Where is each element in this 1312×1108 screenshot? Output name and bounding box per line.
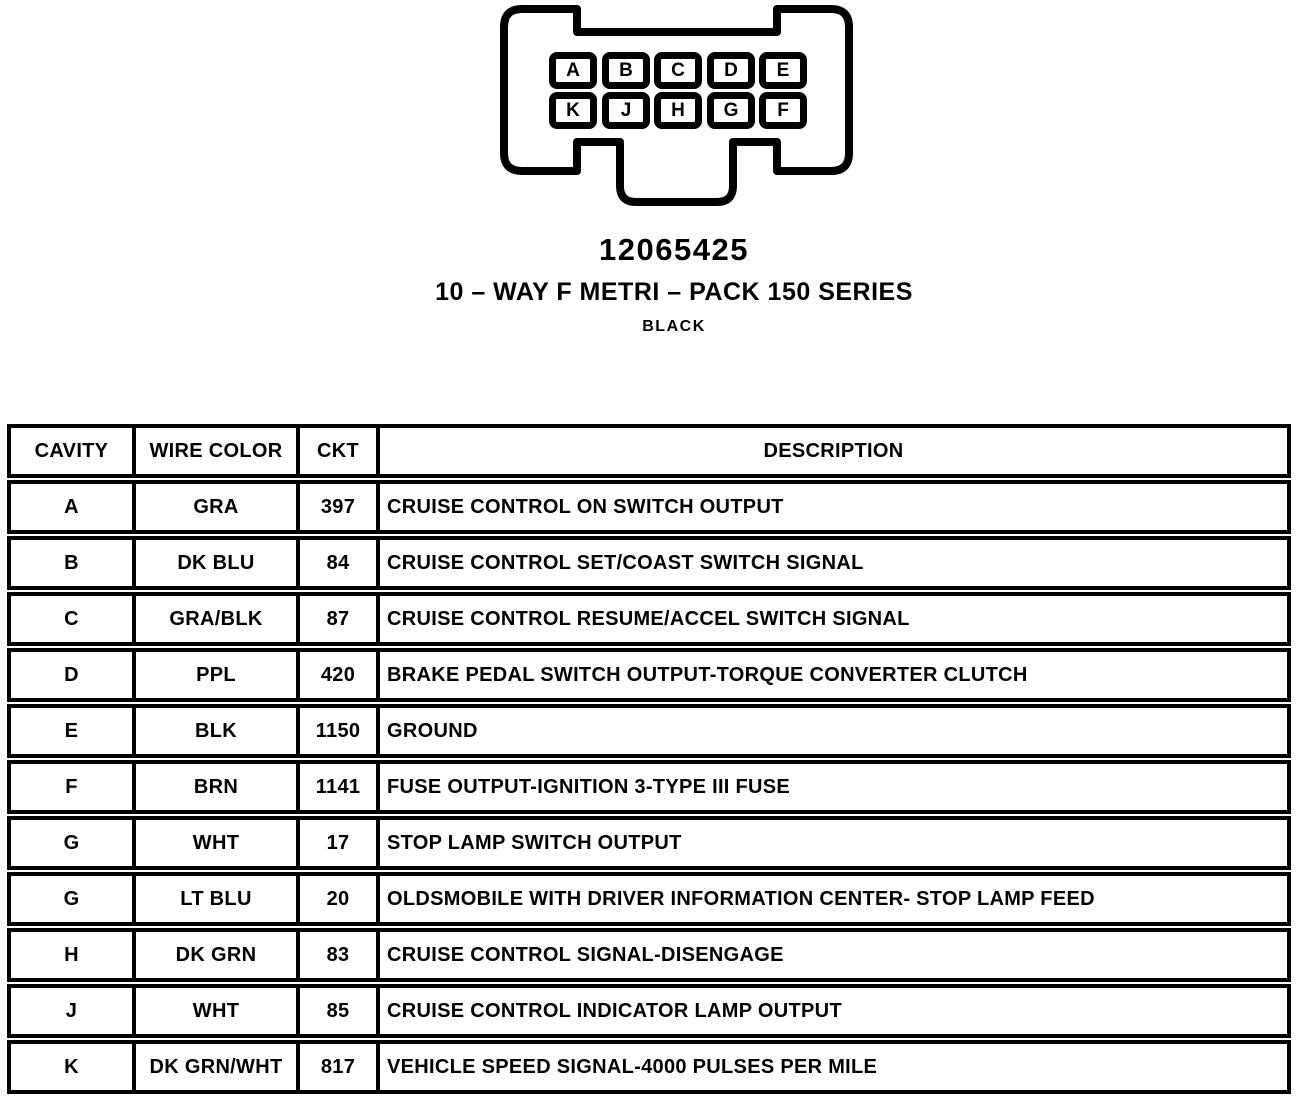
pinout-table: [7, 424, 1291, 1096]
table-header-row: [7, 424, 1291, 478]
cavity-cell: E: [11, 708, 136, 754]
part-number: 12065425: [599, 232, 749, 267]
ckt-cell: 84: [300, 540, 380, 586]
description-cell: CRUISE CONTROL ON SWITCH OUTPUT: [387, 495, 784, 518]
ckt-cell: 420: [300, 652, 380, 698]
cavity-cell: G: [11, 876, 136, 922]
cavity-cell: D: [11, 652, 136, 698]
description-cell: CRUISE CONTROL SIGNAL-DISENGAGE: [387, 943, 784, 966]
connector-color-label: BLACK: [642, 318, 706, 335]
pin-h: H: [654, 92, 702, 129]
cavity-cell: A: [11, 484, 136, 530]
description-cell: GROUND: [387, 719, 478, 742]
cavity-cell: F: [11, 764, 136, 810]
ckt-cell: 87: [300, 596, 380, 642]
table-row: [7, 704, 1291, 758]
wire-color-cell: DK GRN: [136, 932, 300, 978]
ckt-cell: 83: [300, 932, 380, 978]
description-cell: CRUISE CONTROL RESUME/ACCEL SWITCH SIGNAL: [387, 607, 910, 630]
pin-j: J: [602, 92, 650, 129]
wire-color-cell: DK BLU: [136, 540, 300, 586]
ckt-cell: 1141: [300, 764, 380, 810]
description-cell: STOP LAMP SWITCH OUTPUT: [387, 831, 682, 854]
wire-color-cell: BLK: [136, 708, 300, 754]
description-cell: BRAKE PEDAL SWITCH OUTPUT-TORQUE CONVERTER CLUTCH: [387, 663, 1028, 686]
table-row: [7, 1040, 1291, 1094]
ckt-cell: 85: [300, 988, 380, 1034]
ckt-cell: 17: [300, 820, 380, 866]
description-cell: OLDSMOBILE WITH DRIVER INFORMATION CENTER- STOP LAMP FEED: [387, 887, 1095, 910]
description-cell: FUSE OUTPUT-IGNITION 3-TYPE III FUSE: [387, 775, 791, 798]
wire-color-cell: GRA/BLK: [136, 596, 300, 642]
ckt-cell: 20: [300, 876, 380, 922]
table-row: [7, 872, 1291, 926]
table-row: [7, 536, 1291, 590]
pin-b: B: [602, 52, 650, 89]
pin-g: G: [707, 92, 755, 129]
pin-k: K: [549, 92, 597, 129]
table-row: [7, 984, 1291, 1038]
wire-color-cell: WHT: [136, 988, 300, 1034]
header-wire-color: WIRE COLOR: [136, 428, 300, 474]
cavity-cell: C: [11, 596, 136, 642]
wire-color-cell: GRA: [136, 484, 300, 530]
ckt-cell: 397: [300, 484, 380, 530]
table-row: [7, 760, 1291, 814]
cavity-cell: G: [11, 820, 136, 866]
connector-face-diagram: [498, 0, 856, 212]
wire-color-cell: WHT: [136, 820, 300, 866]
description-cell: VEHICLE SPEED SIGNAL-4000 PULSES PER MILE: [387, 1055, 878, 1078]
header-description: DESCRIPTION: [763, 439, 904, 462]
ckt-cell: 1150: [300, 708, 380, 754]
table-row: [7, 928, 1291, 982]
connector-series-title: 10 – WAY F METRI – PACK 150 SERIES: [435, 278, 913, 306]
pin-c: C: [654, 52, 702, 89]
ckt-cell: 817: [300, 1044, 380, 1090]
table-row: [7, 648, 1291, 702]
cavity-cell: J: [11, 988, 136, 1034]
table-row: [7, 480, 1291, 534]
wire-color-cell: BRN: [136, 764, 300, 810]
pin-a: A: [549, 52, 597, 89]
pin-d: D: [707, 52, 755, 89]
cavity-cell: K: [11, 1044, 136, 1090]
header-ckt: CKT: [300, 428, 380, 474]
table-row: [7, 592, 1291, 646]
cavity-cell: B: [11, 540, 136, 586]
pin-e: E: [759, 52, 807, 89]
cavity-cell: H: [11, 932, 136, 978]
wire-color-cell: LT BLU: [136, 876, 300, 922]
description-cell: CRUISE CONTROL INDICATOR LAMP OUTPUT: [387, 999, 842, 1022]
wire-color-cell: DK GRN/WHT: [136, 1044, 300, 1090]
header-cavity: CAVITY: [11, 428, 136, 474]
description-cell: CRUISE CONTROL SET/COAST SWITCH SIGNAL: [387, 551, 864, 574]
pin-f: F: [759, 92, 807, 129]
table-row: [7, 816, 1291, 870]
wire-color-cell: PPL: [136, 652, 300, 698]
